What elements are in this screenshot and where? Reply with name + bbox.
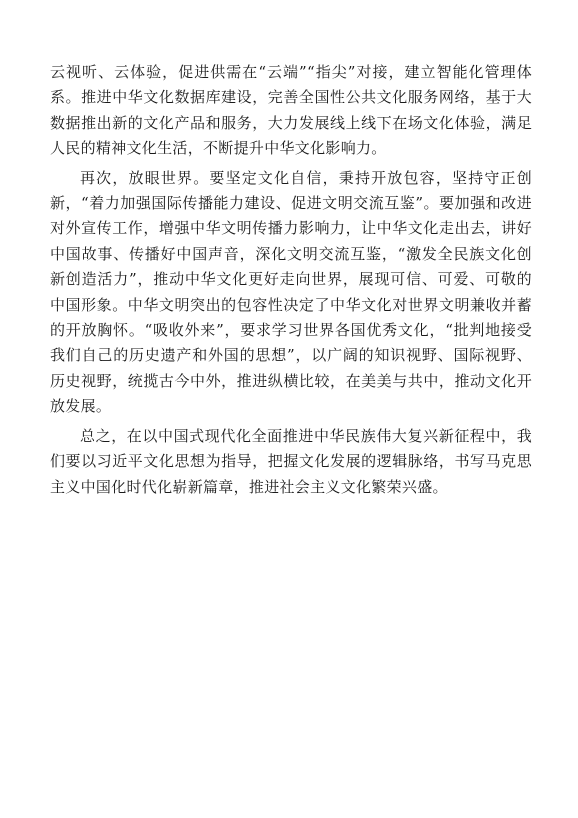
- paragraph-3: 总之，在以中国式现代化全面推进中华民族伟大复兴新征程中，我们要以习近平文化思想为指导，把握文化发展的逻辑脉络，书写马克思主义中国化时代化崭新篇章，推进社会主义文化繁荣兴盛。: [50, 426, 532, 496]
- document-body: [50, 60, 532, 504]
- paragraph-2: 再次，放眼世界。要坚定文化自信，秉持开放包容，坚持守正创新，“着力加强国际传播能力建设、促进文明交流互鉴”。要加强和改进对外宣传工作，增强中华文明传播力影响力，让中华文化走出去，讲好中国故事、传播好中国声音，深化文明交流互鉴，“激发全民族文化创新创造活力”，推动中华文化更好走向世界，展现可信、可爱、可敬的中国形象。中华文明突出的包容性决定了中华文化对世界文明兼收并蓄的开放胸怀。“吸收外来”，要求学习世界各国优秀文化，“批判地接受我们自己的历史遗产和外国的思想”，以广阔的知识视野、国际视野、历史视野，统揽古今中外，推进纵横比较，在美美与共中，推动文化开放发展。: [50, 168, 532, 416]
- paragraph-1: 云视听、云体验，促进供需在“云端”“指尖”对接，建立智能化管理体系。推进中华文化数据库建设，完善全国性公共文化服务网络，基于大数据推出新的文化产品和服务，大力发展线上线下在场文化体验，满足人民的精神文化生活，不断提升中华文化影响力。: [50, 63, 532, 158]
